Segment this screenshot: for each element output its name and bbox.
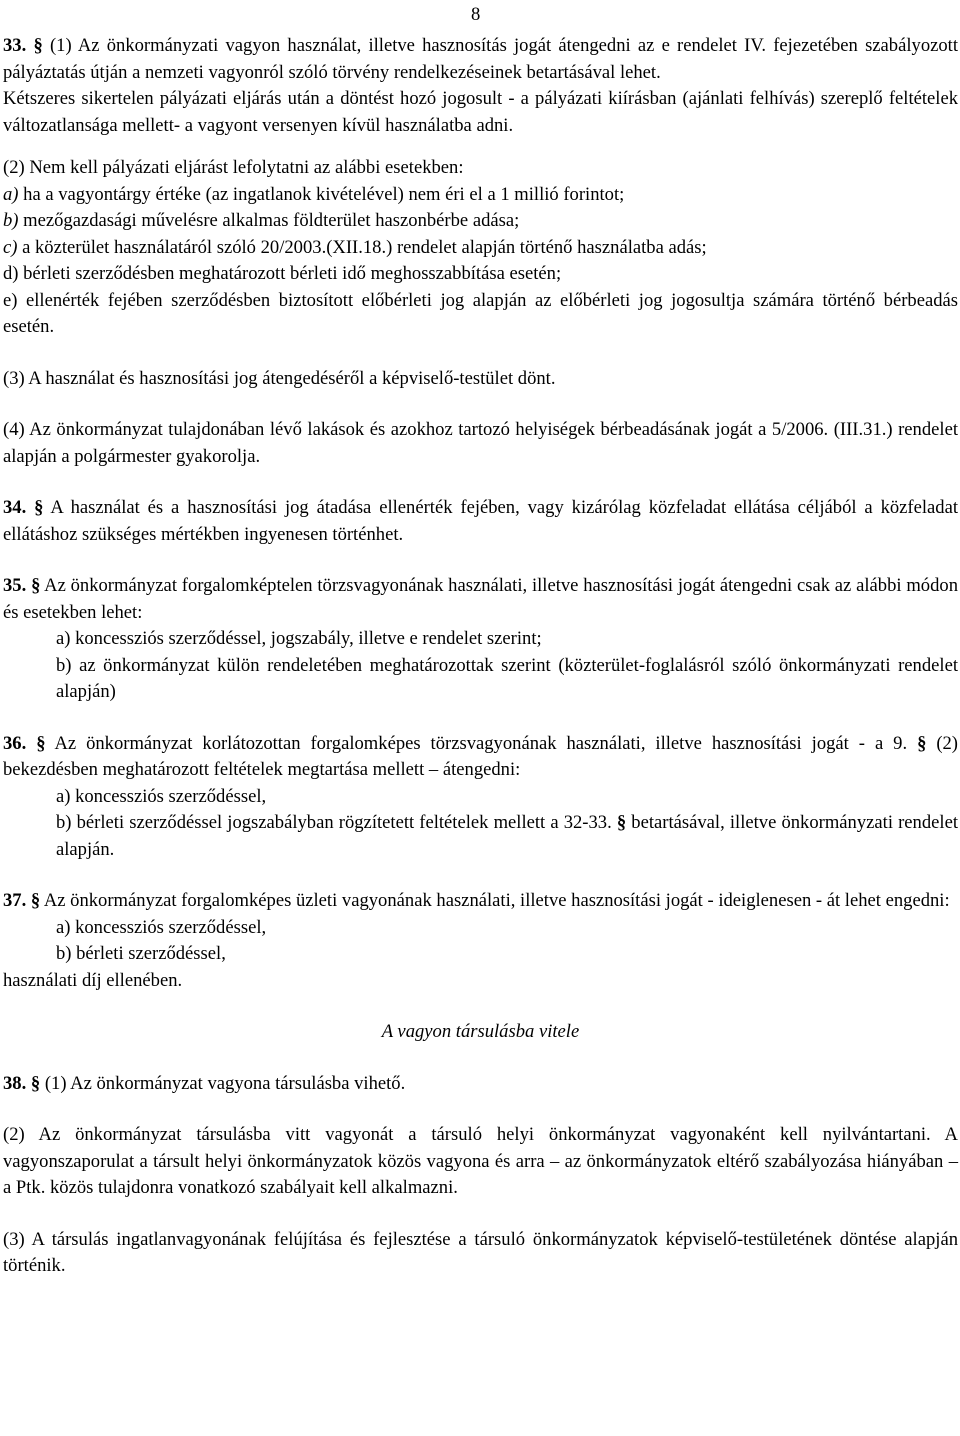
list-item-a: a) koncessziós szerződéssel, jogszabály, illetve e rendelet szerint; — [56, 628, 542, 649]
section-sign: § — [616, 812, 627, 833]
section-35 — [3, 573, 958, 706]
list-item-a: a) koncessziós szerződéssel, — [56, 916, 267, 938]
document-body — [3, 33, 958, 1280]
section-sign: § — [31, 575, 41, 596]
section-38-paragraph-2: (2) Az önkormányzat társulásba vitt vagyonát a társuló helyi önkormányzat vagyonaként kell nyilvántartani. A vagyonszaporulat a társult helyi önkormányzatok közös vagyona és arra – az önkormányzatok eltérő szabályozása hiányában – a Ptk. közös tulajdonra vonatkozó szabályait kell alkalmazni. — [3, 1124, 958, 1198]
section-heading: A vagyon társulásba vitele — [381, 1021, 580, 1042]
section-number: 36. — [3, 732, 27, 754]
section-sign: § — [917, 732, 927, 754]
list-item-b: b) az önkormányzat külön rendeletében meghatározottak szerint (közterület-foglalásról szóló önkormányzati rendelet alapján) — [56, 654, 958, 702]
list-item-a: a) koncessziós szerződéssel, — [56, 785, 267, 807]
section-33-paragraph-1: 33. § (1) Az önkormányzati vagyon használat, illetve hasznosítás jogát átengedni az e rendelet IV. fejezetében szabályozott pályáztatás útján a nemzeti vagyonról szóló törvény rendelkezéseinek betartásával lehet. — [3, 35, 958, 83]
section-33-paragraph-2-intro: (2) Nem kell pályázati eljárást lefolytatni az alábbi esetekben: — [3, 157, 464, 178]
section-33-paragraph-4: (4) Az önkormányzat tulajdonában lévő lakások és azokhoz tartozó helyiségek bérbeadásának jogát a 5/2006. (III.31.) rendelet alapján a polgármester gyakorolja. — [3, 419, 958, 467]
list-item-a: a) ha a vagyontárgy értéke (az ingatlanok kivételével) nem éri el a 1 millió forintot; — [3, 183, 625, 205]
section-35-intro: 35. § Az önkormányzat forgalomképtelen törzsvagyonának használati, illetve hasznosítási jogát átengedni csak az alábbi módon és esetekben lehet: — [3, 575, 958, 623]
section-33-paragraph-3: (3) A használat és hasznosítási jog átengedéséről a képviselő-testület dönt. — [3, 367, 556, 389]
list-item-b: b) bérleti szerződéssel jogszabályban rögzítetett feltételek mellett a 32-33. § betartásával, illetve önkormányzati rendelet alapján. — [56, 812, 958, 860]
section-38 — [3, 1071, 958, 1280]
list-item-e: e) ellenérték fejében szerződésben biztosított előbérleti jog alapján az előbérleti jog jogosultja számára történő bérbeadás esetén. — [3, 289, 958, 337]
section-sign: § — [30, 890, 41, 911]
section-37 — [3, 888, 958, 994]
page-number: 8 — [471, 4, 481, 25]
section-38-paragraph-1: 38. § (1) Az önkormányzat vagyona társulásba vihető. — [3, 1072, 406, 1094]
section-36-intro: 36. § Az önkormányzat korlátozottan forgalomképes törzsvagyonának használati, illetve hasznosítási jogát - a 9. § (2) bekezdésben meghatározott feltételek megtartása mellett – átengedni: — [3, 732, 958, 780]
section-33 — [3, 33, 958, 470]
section-number: 38. — [3, 1072, 27, 1094]
section-number: 37. — [3, 890, 27, 911]
section-33-paragraph-1b: Kétszeres sikertelen pályázati eljárás után a döntést hozó jogosult - a pályázati kiírásban (ajánlati felhívás) szereplő feltételek változatlansága mellett- a vagyont versenyen kívül használatba adni. — [3, 88, 958, 136]
section-37-tail: használati díj ellenében. — [3, 969, 183, 991]
section-sign: § — [34, 497, 44, 518]
section-number: 33. — [3, 35, 27, 56]
section-36 — [3, 731, 958, 864]
section-37-intro: 37. § Az önkormányzat forgalomképes üzleti vagyonának használati, illetve hasznosítási jogát - ideiglenesen - át lehet engedni: — [3, 890, 950, 911]
list-item-b: b) bérleti szerződéssel, — [56, 943, 226, 964]
section-number: 35. — [3, 575, 27, 596]
section-sign: § — [33, 35, 43, 56]
list-item-b: b) mezőgazdasági művelésre alkalmas földterület haszonbérbe adása; — [3, 210, 520, 231]
section-sign: § — [36, 732, 46, 754]
list-item-d: d) bérleti szerződésben meghatározott bérleti idő meghosszabbítása esetén; — [3, 263, 562, 284]
section-38-paragraph-3: (3) A társulás ingatlanvagyonának felújítása és fejlesztése a társuló önkormányzatok képviselő-testületének döntése alapján történik. — [3, 1228, 958, 1276]
section-34: 34. § A használat és a hasznosítási jog átadása ellenérték fejében, vagy kizárólag közfeladat ellátása céljából a közfeladat ellátáshoz szükséges mértékben ingyenesen történhet. — [3, 497, 958, 545]
section-sign: § — [30, 1072, 41, 1094]
section-number: 34. — [3, 497, 27, 518]
list-item-c: c) a közterület használatáról szóló 20/2003.(XII.18.) rendelet alapján történő használatba adás; — [3, 236, 707, 258]
